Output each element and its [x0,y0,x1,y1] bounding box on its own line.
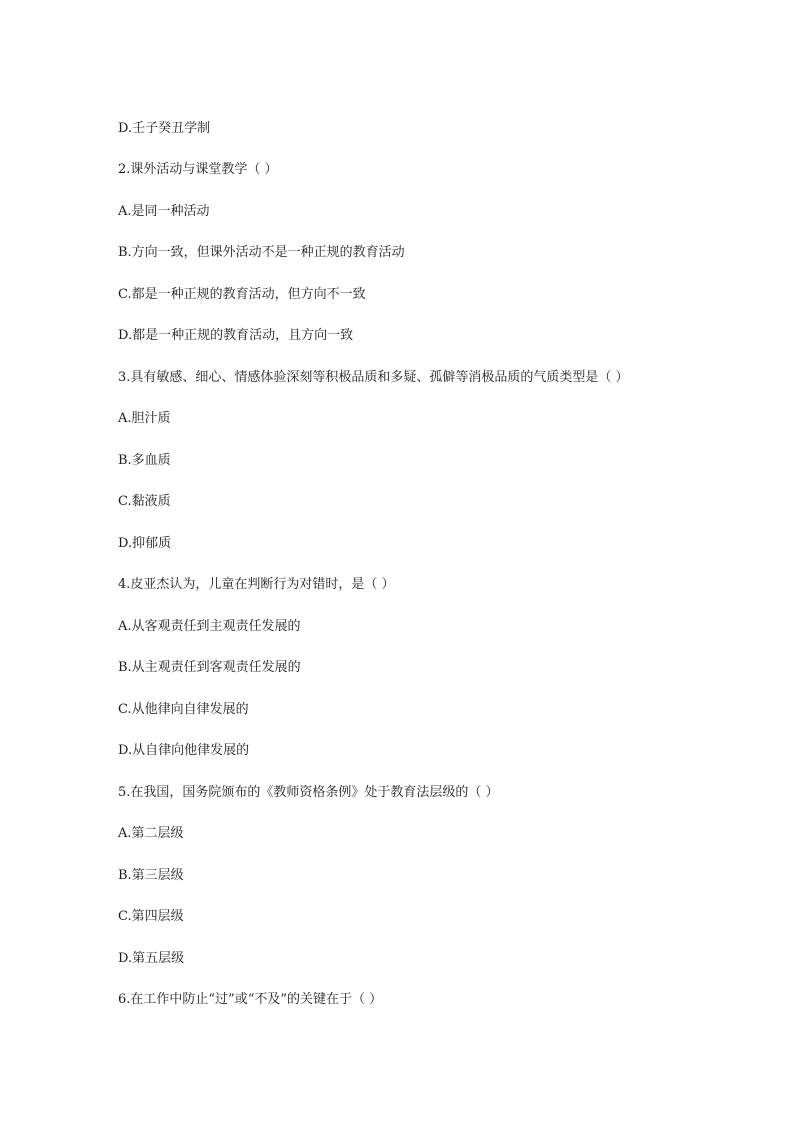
option-4d: D.从自律向他律发展的 [118,743,250,758]
option-5a: A.第二层级 [118,826,184,841]
option-3b: B.多血质 [118,453,171,468]
option-2b: B.方向一致，但课外活动不是一种正规的教育活动 [118,245,405,260]
question-3: 3.具有敏感、细心、情感体验深刻等积极品质和多疑、孤僻等消极品质的气质类型是（ ） [118,370,629,385]
option-3d: D.抑郁质 [118,536,172,551]
question-5: 5.在我国，国务院颁布的《教师资格条例》处于教育法层级的（ ） [118,785,499,800]
question-4: 4.皮亚杰认为，儿童在判断行为对错时，是（ ） [118,577,395,592]
option-5b: B.第三层级 [118,868,184,883]
option-2d: D.都是一种正规的教育活动，且方向一致 [118,328,354,343]
option-2a: A.是同一种活动 [118,204,210,219]
option-4a: A.从客观责任到主观责任发展的 [118,619,301,634]
option-5d: D.第五层级 [118,951,185,966]
question-2: 2.课外活动与课堂教学（ ） [118,162,278,177]
option-4b: B.从主观责任到客观责任发展的 [118,660,301,675]
option-4c: C.从他律向自律发展的 [118,702,249,717]
option-3a: A.胆汁质 [118,411,171,426]
option-1d: D.壬子癸丑学制 [118,121,211,136]
option-5c: C.第四层级 [118,909,184,924]
option-3c: C.黏液质 [118,494,171,509]
option-2c: C.都是一种正规的教育活动，但方向不一致 [118,287,366,302]
question-6: 6.在工作中防止“过”或“不及”的关键在于（ ） [118,992,383,1007]
